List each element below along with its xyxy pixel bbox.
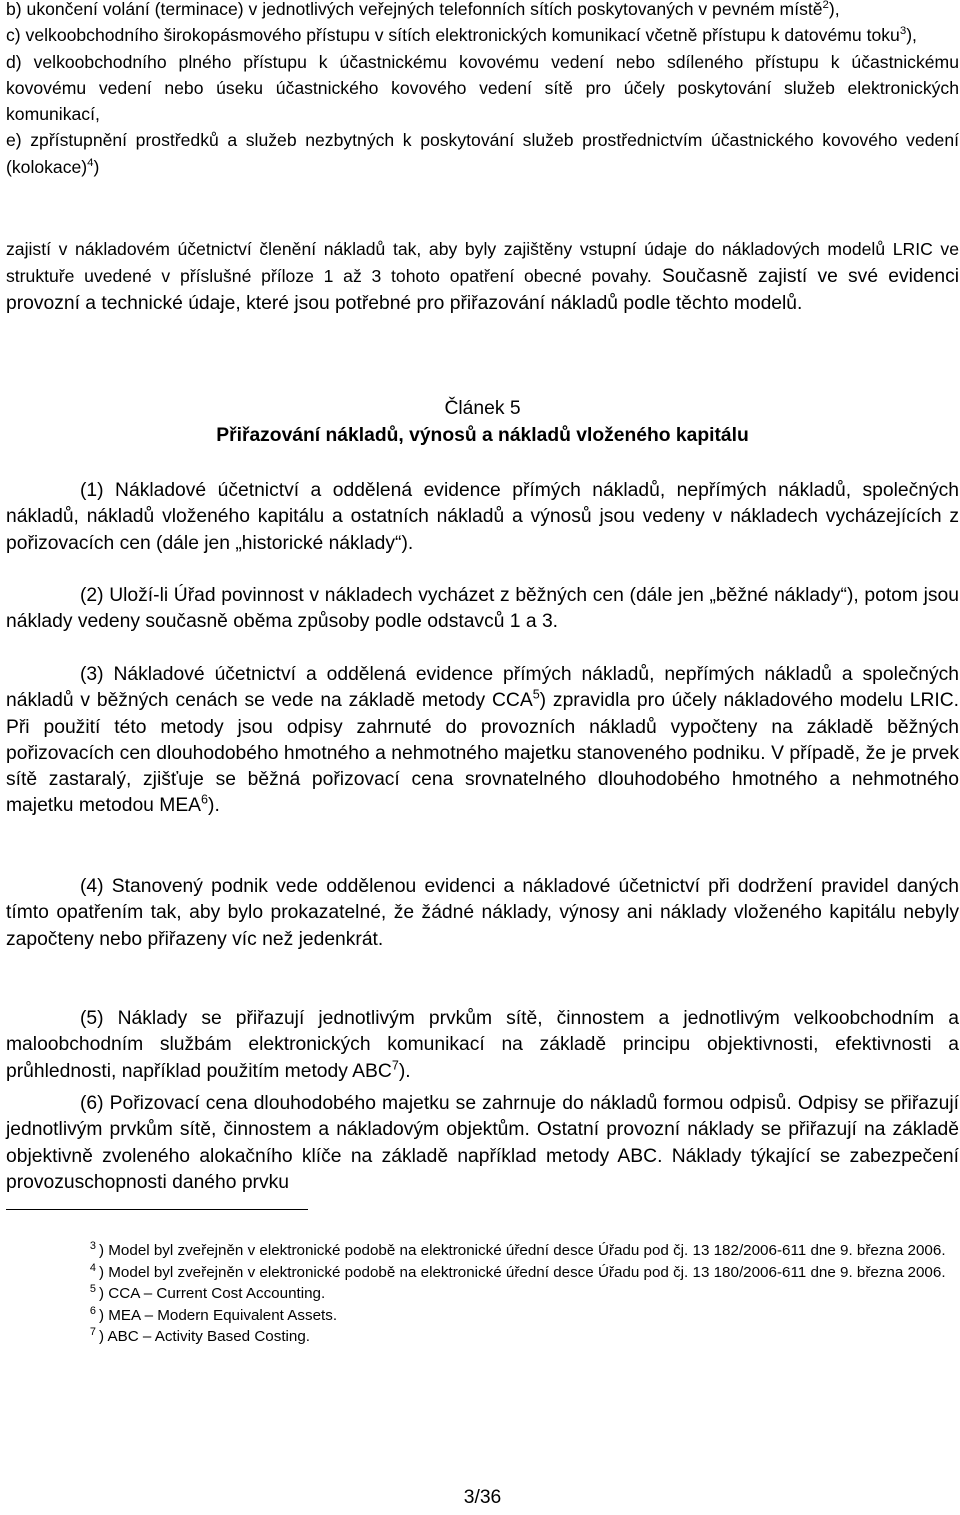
footnote-number: 7 xyxy=(89,1326,96,1339)
paragraph-3 xyxy=(6,662,959,820)
footnote-ref: 3 xyxy=(899,25,907,38)
footnote-ref: 7 xyxy=(391,1058,399,1073)
footnote-item xyxy=(6,1283,959,1305)
paragraph-5-text-b: ). xyxy=(398,1060,411,1082)
footnote-mark xyxy=(6,1262,99,1284)
article-title: Přiřazování nákladů, výnosů a nákladů vloženého kapitálu xyxy=(216,424,749,446)
footnote-mark xyxy=(6,1305,99,1327)
footnote-text: ) MEA – Modern Equivalent Assets. xyxy=(99,1306,338,1324)
footnote-number: 3 xyxy=(89,1239,96,1252)
list-item-tail: ), xyxy=(828,0,840,19)
footnote-text: ) Model byl zveřejněn v elektronické podobě na elektronické úřední desce Úřadu pod čj. 13 182/2006-611 dne 9. března 2006. xyxy=(99,1242,946,1259)
footnote-mark xyxy=(6,1326,99,1348)
paragraph-4: (4) Stanovený podnik vede oddělenou evidenci a nákladové účetnictví při dodržení pravidel daných tímto opatřením tak, aby bylo prokazatelné, že žádné náklady, výnosy ani náklady vloženého kapitálu nebyly započteny nebo přiřazeny víc než jedenkrát. xyxy=(6,876,959,950)
footnote-number: 6 xyxy=(89,1304,96,1317)
list-item-c xyxy=(6,22,959,48)
footnote-ref: 2 xyxy=(822,0,829,12)
paragraph-5 xyxy=(6,1006,959,1085)
footnote-separator xyxy=(6,1209,308,1210)
footnote-mark xyxy=(6,1283,99,1305)
article-number: Článek 5 xyxy=(444,398,521,419)
footnotes xyxy=(6,1240,959,1348)
footnote-item xyxy=(6,1305,959,1327)
footnote-ref: 6 xyxy=(201,793,209,808)
paragraph-3-text-c: ). xyxy=(208,795,220,817)
footnote-item xyxy=(6,1326,959,1348)
list-item-text: d) velkoobchodního plného přístupu k účastnickému kovovému vedení nebo sdíleného přístupu k účastnickému kovovému vedení nebo úseku účastnického kovového vedení sítě pro účely poskytování služeb elektronických komunikací, xyxy=(6,51,959,125)
intro-text-a: zajistí v nákladovém účetnictví členění nákladů tak, aby byly zajištěny vstupní údaje do nákladových modelů LRIC ve struktuře uvedené v příslušné příloze 1 až 3 tohoto opatření obecné povahy. xyxy=(6,239,959,287)
list-item-text: e) zpřístupnění prostředků a služeb nezbytných k poskytování služeb prostřednictvím účastnického kovového vedení (kolokace) xyxy=(6,130,959,177)
list-items xyxy=(6,0,959,180)
footnote-item xyxy=(6,1240,959,1262)
footnote-item xyxy=(6,1262,959,1284)
footnote-text: ) Model byl zveřejněn v elektronické podobě na elektronické úřední desce Úřadu pod čj. 13 180/2006-611 dne 9. března 2006. xyxy=(99,1263,946,1281)
footnote-ref: 4 xyxy=(87,156,94,169)
paragraph-1: (1) Nákladové účetnictví a oddělená evidence přímých nákladů, nepřímých nákladů, společných nákladů, nákladů vloženého kapitálu a ostatních nákladů a výnosů jsou vedeny v nákladech vycházejících z pořizovacích cen (dále jen „historické náklady“). xyxy=(6,480,959,554)
list-item-text: b) ukončení volání (terminace) v jednotlivých veřejných telefonních sítích poskytovaných v pevném místě xyxy=(6,0,823,19)
footnote-text: ) CCA – Current Cost Accounting. xyxy=(99,1285,326,1303)
list-item-text: c) velkoobchodního širokopásmového přístupu v sítích elektronických komunikací včetně přístupu k datovému toku xyxy=(6,25,900,46)
list-item-tail: ), xyxy=(906,25,917,46)
list-item-e xyxy=(6,127,959,180)
intro-paragraph xyxy=(6,236,959,317)
list-item-tail: ) xyxy=(93,156,100,177)
footnote-mark xyxy=(6,1240,99,1262)
list-item-b xyxy=(6,0,959,22)
footnote-text: ) ABC – Activity Based Costing. xyxy=(99,1328,311,1346)
paragraph-6: (6) Pořizovací cena dlouhodobého majetku se zahrnuje do nákladů formou odpisů. Odpisy se přiřazují jednotlivým prvkům sítě, činnostem a nákladovým objektům. Ostatní provozní náklady se přiřazují na základě objektivně zvoleného alokačního klíče na základě například metody ABC. Náklady týkající se zabezpečení provozuschopnosti daného prvku xyxy=(6,1093,959,1193)
article-heading xyxy=(6,396,959,449)
footnote-ref: 5 xyxy=(532,687,540,702)
paragraph-5-text-a: (5) Náklady se přiřazují jednotlivým prvkům sítě, činnostem a jednotlivým velkoobchodním a maloobchodním službám elektronických komunikací na základě principu objektivnosti, efektivnosti a průhlednosti, například použitím metody ABC xyxy=(6,1008,959,1082)
intro-text-b: Současně zajistí ve své evidenci provozní a technické údaje, které jsou potřebné pro přiřazování nákladů podle těchto modelů. xyxy=(6,266,959,314)
list-item-d xyxy=(6,49,959,128)
footnote-number: 4 xyxy=(89,1261,96,1274)
paragraph-3-text-b: ) zpravidla pro účely nákladového modelu LRIC. Při použití této metody jsou odpisy zahrnuté do provozních nákladů vypočteny na základě běžných pořizovacích cen dlouhodobého hmotného a nehmotného majetku stanoveného podniku. V případě, že je prvek sítě zastaralý, zjišťuje se běžná pořizovací cena srovnatelného dlouhodobého hmotného a nehmotného majetku metodou MEA xyxy=(6,690,960,817)
page-number: 3/36 xyxy=(463,1487,502,1508)
footnote-number: 5 xyxy=(89,1283,96,1296)
paragraph-3-text-a: (3) Nákladové účetnictví a oddělená evidence přímých nákladů, nepřímých nákladů a společných nákladů v běžných cenách se vede na základě metody CCA xyxy=(6,664,959,712)
paragraph-2: (2) Uloží-li Úřad povinnost v nákladech vycházet z běžných cen (dále jen „běžné náklady“), potom jsou náklady vedeny současně oběma způsoby podle odstavců 1 a 3. xyxy=(6,585,959,633)
